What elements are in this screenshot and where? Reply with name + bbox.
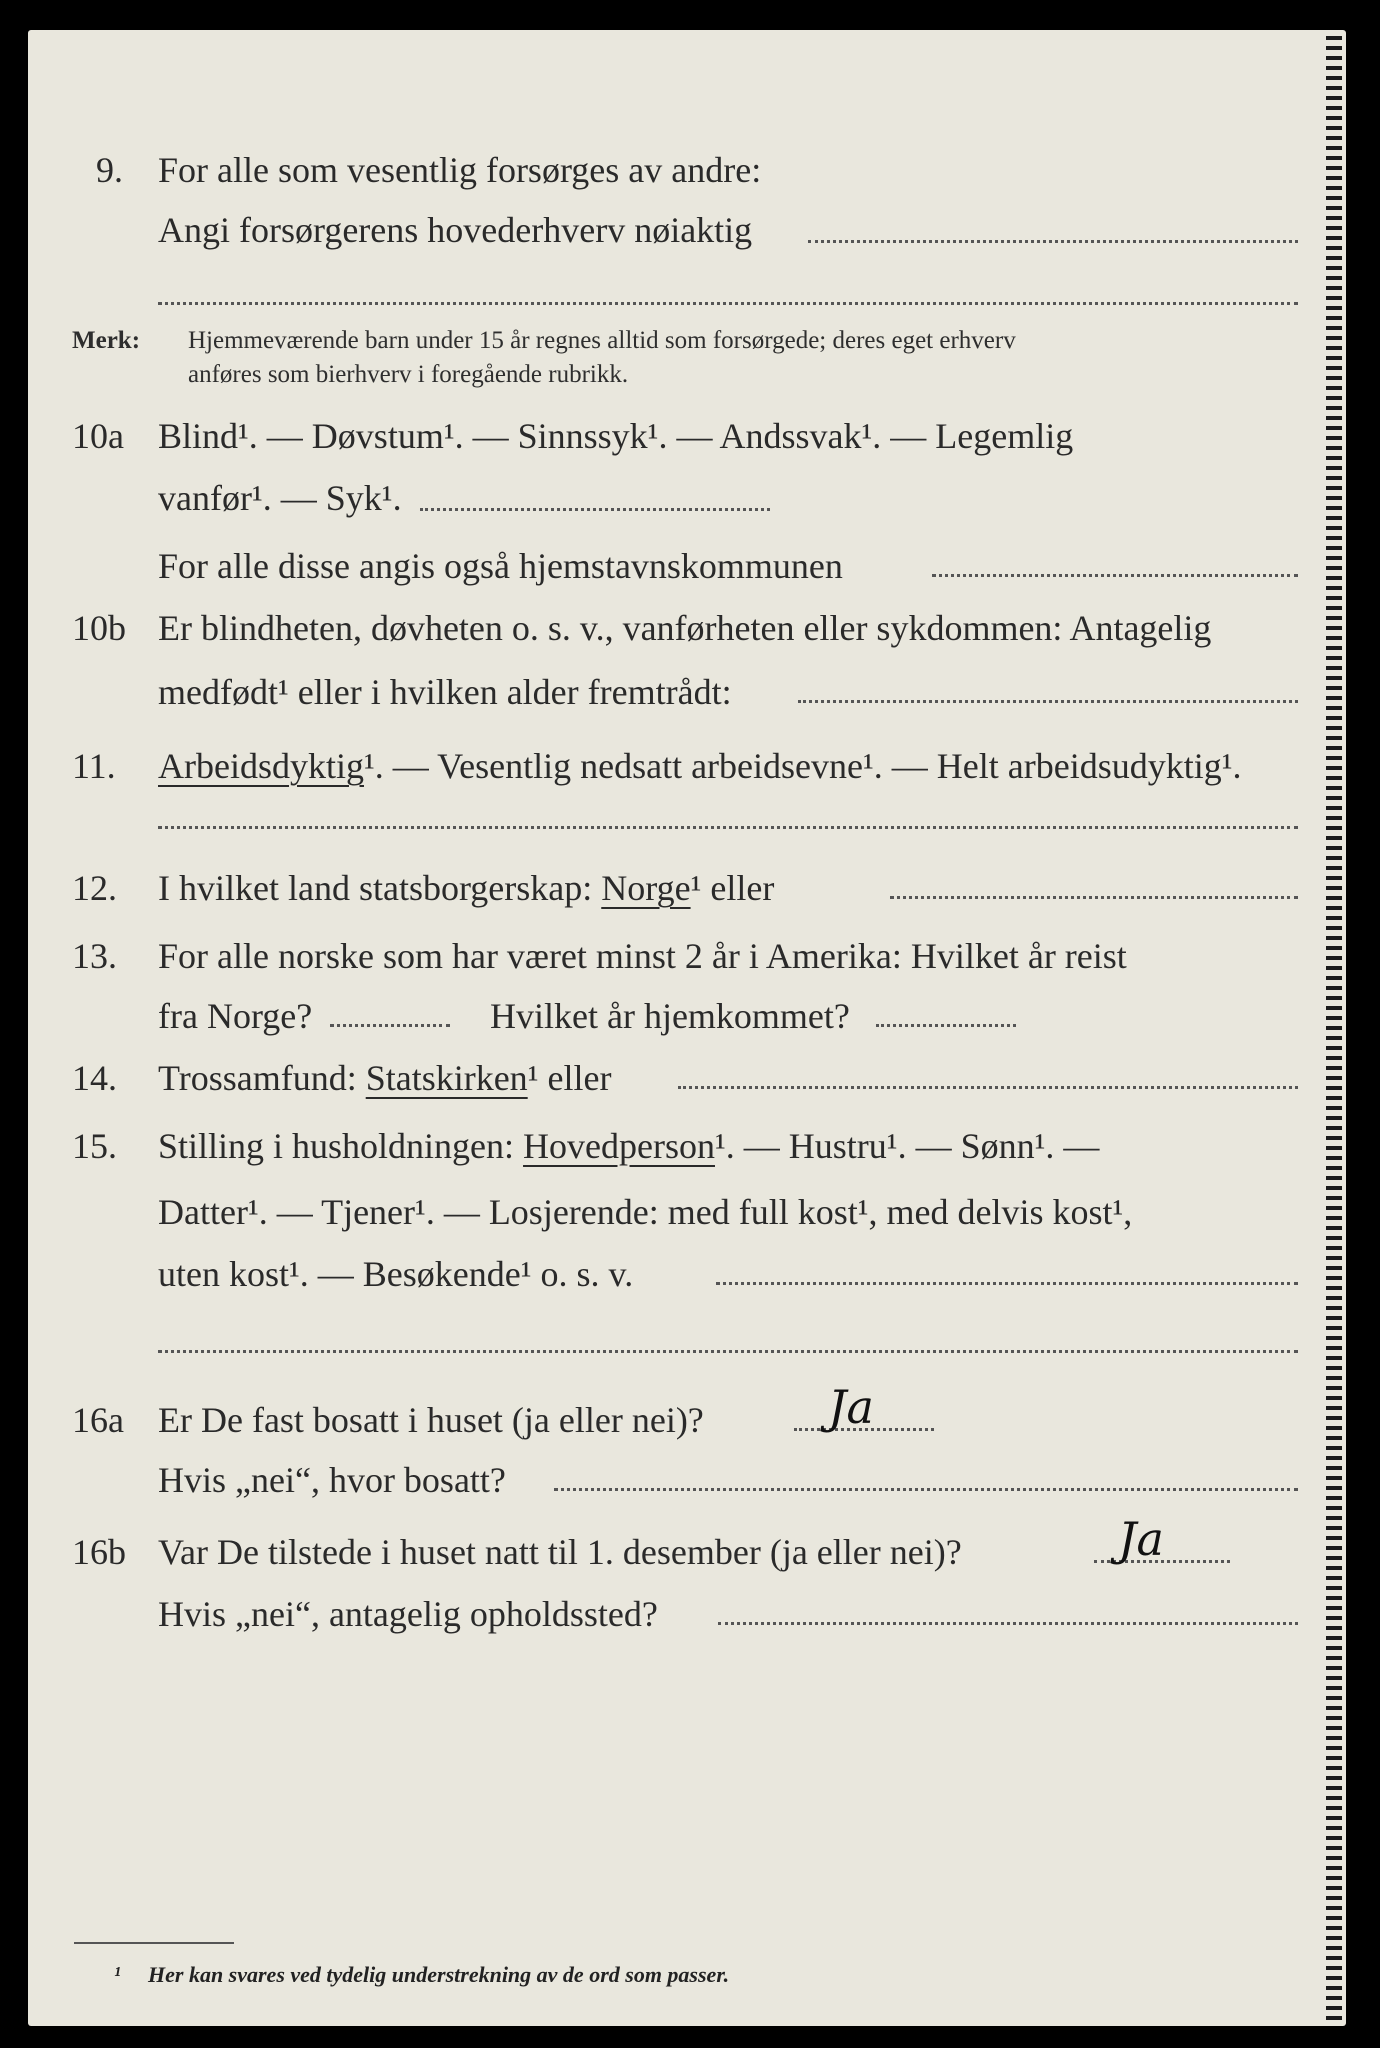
q12-answer-line[interactable] (890, 896, 1298, 899)
q10b-answer-line[interactable] (798, 700, 1298, 703)
q16a-handwritten-answer: Ja (828, 1380, 874, 1434)
q10b-line2: medfødt¹ eller i hvilken alder fremtrådt: (158, 672, 732, 712)
page-edge (1326, 30, 1342, 2026)
q10a-answer-line[interactable] (420, 508, 770, 511)
footnote-mark: ¹ (114, 1962, 121, 1987)
q16a-line2: Hvis „nei“, hvor bosatt? (158, 1460, 506, 1500)
q15-post: ¹. — Hustru¹. — Sønn¹. — (714, 1126, 1100, 1166)
q10b-line1: Er blindheten, døvheten o. s. v., vanførheten eller sykdommen: Antagelig (158, 608, 1212, 648)
q9-number: 9. (96, 150, 123, 190)
q12-number: 12. (72, 868, 117, 908)
q13-line1: For alle norske som har været minst 2 år i Amerika: Hvilket år reist (158, 936, 1127, 976)
q10a-line1: Blind¹. — Døvstum¹. — Sinnssyk¹. — Andssvak¹. — Legemlig (158, 416, 1074, 456)
q9-extra-line[interactable] (158, 302, 1298, 305)
q11-rest: ¹. — Vesentlig nedsatt arbeidsevne¹. — Helt arbeidsudyktig¹. (363, 746, 1242, 786)
q15-answer-line[interactable] (716, 1282, 1298, 1285)
q15-pre: Stilling i husholdningen: (158, 1126, 515, 1166)
q13-hjemkommet-line[interactable] (876, 1024, 1016, 1027)
q16a-line1: Er De fast bosatt i huset (ja eller nei)? (158, 1400, 704, 1440)
q16b-line2: Hvis „nei“, antagelig opholdssted? (158, 1594, 658, 1634)
q15-line2: Datter¹. — Tjener¹. — Losjerende: med full kost¹, med delvis kost¹, (158, 1192, 1133, 1232)
q13-line2b: Hvilket år hjemkommet? (490, 996, 850, 1036)
q16b-number: 16b (72, 1532, 126, 1572)
q10a-number: 10a (72, 416, 124, 456)
q14-number: 14. (72, 1058, 117, 1098)
q15-line1 (158, 1126, 1099, 1166)
q16b-handwritten-answer: Ja (1118, 1512, 1164, 1566)
q13-number: 13. (72, 936, 117, 976)
q14-pre: Trossamfund: (158, 1058, 357, 1098)
q10a-kommune-line[interactable] (932, 574, 1298, 577)
q16a-number: 16a (72, 1400, 124, 1440)
q14-line (158, 1058, 611, 1098)
q9-line1: For alle som vesentlig forsørges av andre: (158, 150, 762, 190)
q15-underlined-answer: Hovedperson (523, 1126, 715, 1166)
q11-number: 11. (72, 746, 116, 786)
q10a-line3: For alle disse angis også hjemstavnskommunen (158, 546, 843, 586)
footnote-text: Her kan svares ved tydelig understrekning av de ord som passer. (148, 1962, 730, 1987)
q10a-line2: vanfør¹. — Syk¹. (158, 478, 402, 518)
q12-post: ¹ eller (690, 868, 775, 908)
q11-underlined-answer: Arbeidsdyktig (158, 746, 364, 786)
q11-extra-line[interactable] (158, 826, 1298, 829)
q9-line2: Angi forsørgerens hovederhverv nøiaktig (158, 210, 753, 250)
q13-line2a: fra Norge? (158, 996, 313, 1036)
q16b-line1: Var De tilstede i huset natt til 1. desember (ja eller nei)? (158, 1532, 962, 1572)
q12-pre: I hvilket land statsborgerskap: (158, 868, 593, 908)
q15-line3: uten kost¹. — Besøkende¹ o. s. v. (158, 1254, 634, 1294)
merk-line1: Hjemmeværende barn under 15 år regnes alltid som forsørgede; deres eget erhverv (188, 327, 1016, 354)
census-form-page (28, 30, 1346, 2026)
q10b-number: 10b (72, 608, 126, 648)
q11-line (158, 746, 1242, 786)
merk-label: Merk: (72, 327, 141, 354)
footnote-rule (74, 1942, 234, 1944)
q15-number: 15. (72, 1126, 117, 1166)
q14-post: ¹ eller (527, 1058, 612, 1098)
q13-reist-line[interactable] (330, 1024, 450, 1027)
q15-extra-line[interactable] (158, 1350, 1298, 1353)
merk-line2: anføres som bierhverv i foregående rubrikk. (188, 361, 629, 388)
q12-underlined-answer: Norge (601, 868, 691, 908)
q16b-opholdssted-line[interactable] (718, 1622, 1298, 1625)
q9-answer-line[interactable] (808, 240, 1298, 243)
q16a-bosatt-line[interactable] (554, 1488, 1298, 1491)
q14-underlined-answer: Statskirken (365, 1058, 528, 1098)
q12-line (158, 868, 774, 908)
q14-answer-line[interactable] (678, 1086, 1298, 1089)
